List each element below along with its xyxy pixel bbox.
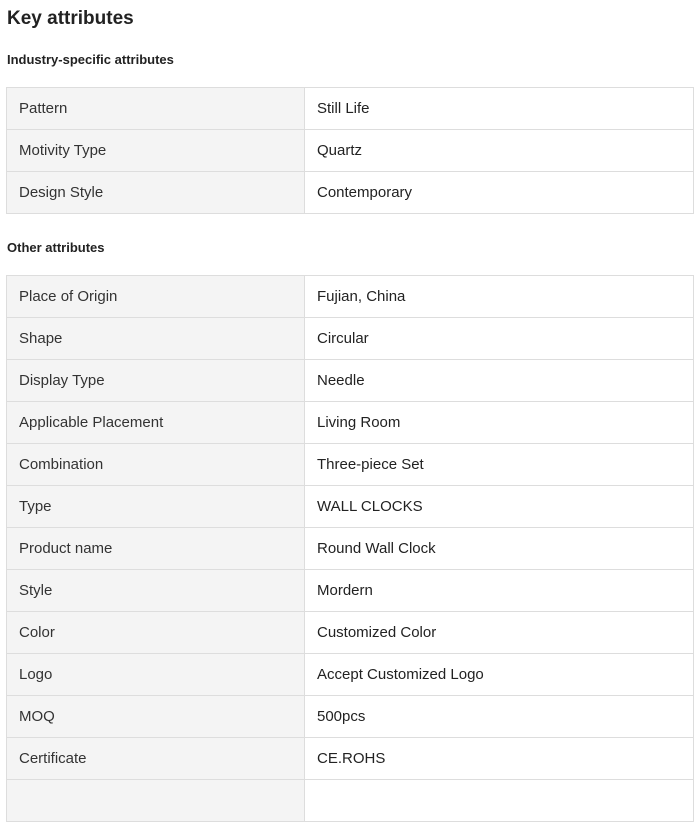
attribute-value: Still Life <box>305 88 694 130</box>
attribute-key: Color <box>7 612 305 654</box>
industry-section-title: Industry-specific attributes <box>7 52 174 67</box>
attribute-value: Three-piece Set <box>305 444 694 486</box>
table-row <box>7 444 694 486</box>
attribute-value: CE.ROHS <box>305 738 694 780</box>
attribute-key: Pattern <box>7 88 305 130</box>
table-row <box>7 172 694 214</box>
page-title: Key attributes <box>7 8 134 29</box>
attribute-key: Place of Origin <box>7 276 305 318</box>
attribute-key: Shape <box>7 318 305 360</box>
attribute-value: Customized Color <box>305 612 694 654</box>
attribute-value: Living Room <box>305 402 694 444</box>
attribute-key: Display Type <box>7 360 305 402</box>
industry-attributes-table <box>6 87 694 214</box>
table-row <box>7 528 694 570</box>
attribute-key: Style <box>7 570 305 612</box>
other-section-title: Other attributes <box>7 240 105 255</box>
attribute-key <box>7 780 305 822</box>
table-row <box>7 402 694 444</box>
attribute-value: Fujian, China <box>305 276 694 318</box>
table-row <box>7 654 694 696</box>
attribute-key: Design Style <box>7 172 305 214</box>
attribute-value <box>305 780 694 822</box>
table-row <box>7 780 694 822</box>
attribute-key: Logo <box>7 654 305 696</box>
table-row <box>7 88 694 130</box>
attribute-key: Product name <box>7 528 305 570</box>
other-attributes-table <box>6 275 694 822</box>
attribute-key: Motivity Type <box>7 130 305 172</box>
table-row <box>7 276 694 318</box>
attribute-value: Needle <box>305 360 694 402</box>
attribute-value: Circular <box>305 318 694 360</box>
table-row <box>7 696 694 738</box>
table-row <box>7 360 694 402</box>
table-row <box>7 738 694 780</box>
attribute-value: WALL CLOCKS <box>305 486 694 528</box>
attribute-value: Round Wall Clock <box>305 528 694 570</box>
attribute-key: MOQ <box>7 696 305 738</box>
attribute-value: 500pcs <box>305 696 694 738</box>
table-row <box>7 130 694 172</box>
table-row <box>7 612 694 654</box>
attribute-key: Combination <box>7 444 305 486</box>
attribute-value: Mordern <box>305 570 694 612</box>
attribute-value: Contemporary <box>305 172 694 214</box>
attribute-key: Type <box>7 486 305 528</box>
attribute-value: Accept Customized Logo <box>305 654 694 696</box>
table-row <box>7 570 694 612</box>
table-row <box>7 486 694 528</box>
table-row <box>7 318 694 360</box>
attribute-value: Quartz <box>305 130 694 172</box>
attribute-key: Certificate <box>7 738 305 780</box>
attribute-key: Applicable Placement <box>7 402 305 444</box>
